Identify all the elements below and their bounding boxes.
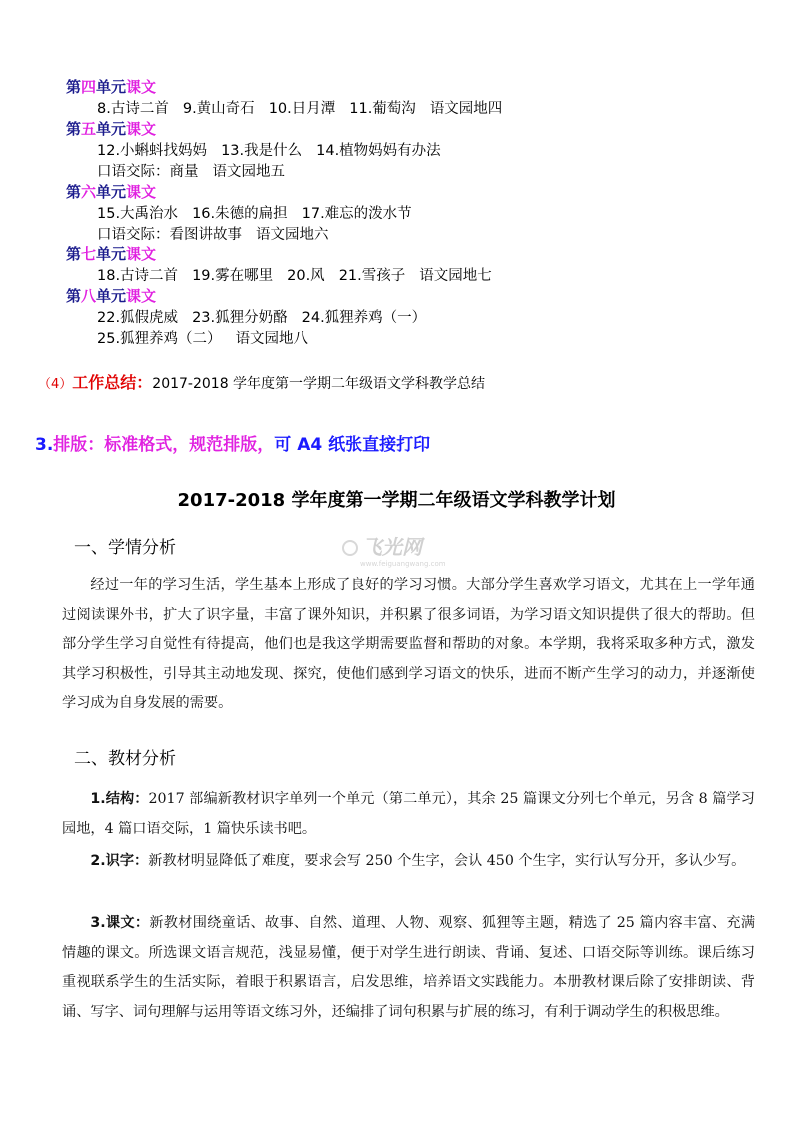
layout-label: 排版：	[53, 435, 105, 455]
work-summary	[38, 370, 485, 393]
unit-suffix: 单元	[96, 78, 127, 96]
unit-prefix: 第	[66, 183, 82, 201]
lesson-line	[97, 327, 322, 348]
item-label: 1.结构：	[90, 791, 149, 807]
lesson-item: 13.我是什么	[221, 143, 303, 159]
unit-heading	[66, 181, 156, 202]
unit-suffix: 单元	[96, 183, 127, 201]
item-text: 新教材明显降低了难度，要求会写 250 个生字，会认 450 个生字，实行认写分开，多认少写。	[148, 853, 746, 869]
unit-number: 五	[81, 120, 97, 138]
lesson-item: 17.难忘的泼水节	[301, 206, 412, 222]
unit-keyword: 课文	[126, 245, 157, 263]
unit-heading	[66, 285, 156, 306]
lesson-item: 8.古诗二首	[97, 101, 169, 117]
unit-keyword: 课文	[126, 287, 157, 305]
unit-suffix: 单元	[96, 245, 127, 263]
lesson-line	[97, 306, 440, 327]
item-label: 3.课文：	[90, 915, 150, 931]
lesson-item: 22.狐假虎威	[97, 310, 179, 326]
unit-prefix: 第	[66, 245, 82, 263]
lesson-item: 语文园地五	[212, 164, 285, 180]
lesson-line	[97, 223, 343, 244]
lesson-item: 11.葡萄沟	[349, 101, 416, 117]
item-texts	[62, 909, 755, 1027]
item-text: 新教材围绕童话、故事、自然、道理、人物、观察、狐狸等主题，精选了 25 篇内容丰富、充满情趣的课文。所选课文语言规范，浅显易懂，便于对学生进行朗读、背诵、复述、口语交际等训练。课后练习重视联系学生的生活实际，着眼于积累语言，启发思维，培养语文实践能力。本册教材课后除了安排朗读、背诵、写字、词句理解与运用等语文练习外，还编排了词句积累与扩展的练习，有利于调动学生的积极思维。	[62, 915, 756, 1020]
lesson-item: 18.古诗二首	[97, 268, 179, 284]
lesson-item: 20.风	[287, 268, 325, 284]
lesson-line	[97, 139, 455, 160]
item-text: 2017 部编新教材识字单列一个单元（第二单元），其余 25 篇课文分列七个单元，另含 8 篇学习园地，4 篇口语交际，1 篇快乐读书吧。	[62, 791, 755, 837]
lesson-line	[97, 97, 516, 118]
lesson-item: 16.朱德的扁担	[192, 206, 288, 222]
section-heading-2: 二、教材分析	[74, 749, 176, 769]
item-structure	[62, 785, 755, 844]
watermark-icon	[340, 530, 460, 570]
unit-prefix: 第	[66, 78, 82, 96]
lesson-item: 口语交际：商量	[97, 164, 199, 180]
lesson-item: 23.狐狸分奶酪	[192, 310, 288, 326]
unit-number: 七	[81, 245, 97, 263]
item-literacy	[62, 847, 755, 877]
layout-note	[35, 430, 430, 455]
layout-text-blue: 可 A4 纸张直接打印	[274, 435, 431, 455]
lesson-line	[97, 202, 426, 223]
watermark-text: 飞光网	[362, 535, 422, 559]
unit-prefix: 第	[66, 120, 82, 138]
summary-number: （4）	[38, 377, 73, 392]
lesson-item: 9.黄山奇石	[182, 101, 255, 117]
unit-heading	[66, 118, 156, 139]
layout-text-pink: 标准格式，规范排版，	[104, 435, 275, 455]
unit-suffix: 单元	[96, 287, 127, 305]
layout-number: 3.	[35, 435, 54, 455]
lesson-item: 12.小蝌蚪找妈妈	[97, 143, 208, 159]
lesson-item: 语文园地六	[256, 227, 329, 243]
summary-label: 工作总结：	[72, 373, 153, 392]
lesson-item: 19.雾在哪里	[192, 268, 274, 284]
unit-number: 六	[81, 183, 97, 201]
lesson-item: 15.大禹治水	[97, 206, 179, 222]
section-1-paragraph: 经过一年的学习生活，学生基本上形成了良好的学习习惯。大部分学生喜欢学习语文，尤其在上一学年通过阅读课外书，扩大了识字量，丰富了课外知识，并积累了很多词语，为学习语文知识提供了很大的帮助。但部分学生学习自觉性有待提高，他们也是我这学期需要监督和帮助的对象。本学期，我将采取多种方式，激发其学习积极性，引导其主动地发现、探究，使他们感到学习语文的快乐，进而不断产生学习的动力，并逐渐使学习成为自身发展的需要。	[62, 577, 755, 711]
lesson-item: 21.雪孩子	[338, 268, 406, 284]
lesson-item: 口语交际：看图讲故事	[97, 227, 242, 243]
lesson-item: 24.狐狸养鸡（一）	[301, 310, 427, 326]
summary-text: 2017-2018 学年度第一学期二年级语文学科教学总结	[152, 376, 486, 392]
lesson-item: 语文园地七	[419, 268, 492, 284]
item-label: 2.识字：	[90, 853, 149, 869]
unit-heading	[66, 76, 156, 97]
unit-number: 四	[81, 78, 97, 96]
lesson-item: 语文园地八	[235, 331, 309, 347]
document-title: 2017-2018 学年度第一学期二年级语文学科教学计划	[177, 490, 616, 511]
unit-keyword: 课文	[126, 183, 157, 201]
lesson-line	[97, 160, 299, 181]
watermark-url: www.feiguangwang.com	[360, 560, 446, 568]
lesson-item: 语文园地四	[429, 101, 503, 117]
unit-prefix: 第	[66, 287, 82, 305]
unit-suffix: 单元	[96, 120, 127, 138]
lesson-line	[97, 264, 506, 285]
watermark-logo	[340, 530, 460, 574]
lesson-item: 25.狐狸养鸡（二）	[97, 331, 222, 347]
section-heading-1: 一、学情分析	[74, 538, 176, 558]
lesson-item: 14.植物妈妈有办法	[316, 143, 441, 159]
unit-heading	[66, 243, 156, 264]
unit-keyword: 课文	[126, 120, 157, 138]
unit-number: 八	[81, 287, 97, 305]
unit-keyword: 课文	[126, 78, 157, 96]
lesson-item: 10.日月潭	[268, 101, 336, 117]
